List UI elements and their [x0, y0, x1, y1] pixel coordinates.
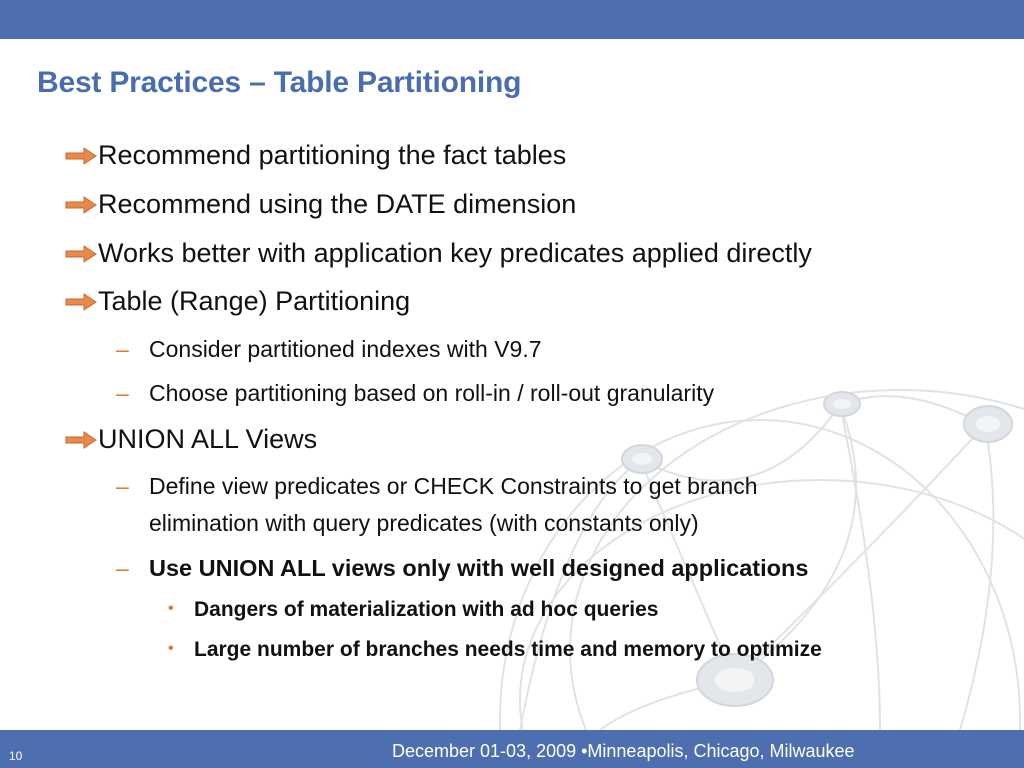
bullet-item	[64, 189, 576, 220]
arrow-right-icon	[64, 145, 98, 167]
dash-bullet-icon: –	[116, 473, 129, 499]
sub-bullet-text: elimination with query predicates (with constants only)	[149, 510, 699, 536]
slide-title: Best Practices – Table Partitioning	[37, 66, 522, 99]
dash-bullet-icon: –	[116, 380, 129, 406]
bullet-text: Recommend using the DATE dimension	[98, 189, 577, 219]
bullet-item	[64, 286, 410, 317]
arrow-right-icon	[64, 291, 98, 313]
arrow-right-icon	[64, 243, 98, 265]
footer-text: December 01-03, 2009 •Minneapolis, Chicago, Milwaukee	[392, 741, 855, 761]
sub-sub-bullet-text: Large number of branches needs time and memory to optimize	[194, 638, 822, 661]
sub-bullet-text: Consider partitioned indexes with V9.7	[149, 336, 542, 362]
arrow-right-icon	[64, 194, 98, 216]
slide-number: 10	[9, 749, 23, 763]
dot-bullet-icon: •	[168, 600, 174, 617]
bullet-item	[64, 140, 566, 171]
bullet-text: Recommend partitioning the fact tables	[98, 140, 567, 170]
arrow-right-icon	[64, 429, 98, 451]
bullet-item	[64, 424, 317, 455]
sub-bullet-text: Choose partitioning based on roll-in / roll-out granularity	[149, 380, 715, 406]
bullet-item	[64, 238, 812, 269]
dash-bullet-icon: –	[116, 555, 129, 581]
bullet-text: UNION ALL Views	[98, 424, 318, 454]
dash-bullet-icon: –	[116, 336, 129, 362]
bullet-text: Table (Range) Partitioning	[98, 286, 411, 316]
sub-bullet-text: Use UNION ALL views only with well designed applications	[149, 555, 809, 581]
dot-bullet-icon: •	[168, 640, 174, 657]
sub-sub-bullet-text: Dangers of materialization with ad hoc queries	[194, 598, 659, 621]
sub-bullet-text: Define view predicates or CHECK Constraints to get branch	[149, 473, 758, 499]
bullet-text: Works better with application key predicates applied directly	[98, 238, 812, 268]
